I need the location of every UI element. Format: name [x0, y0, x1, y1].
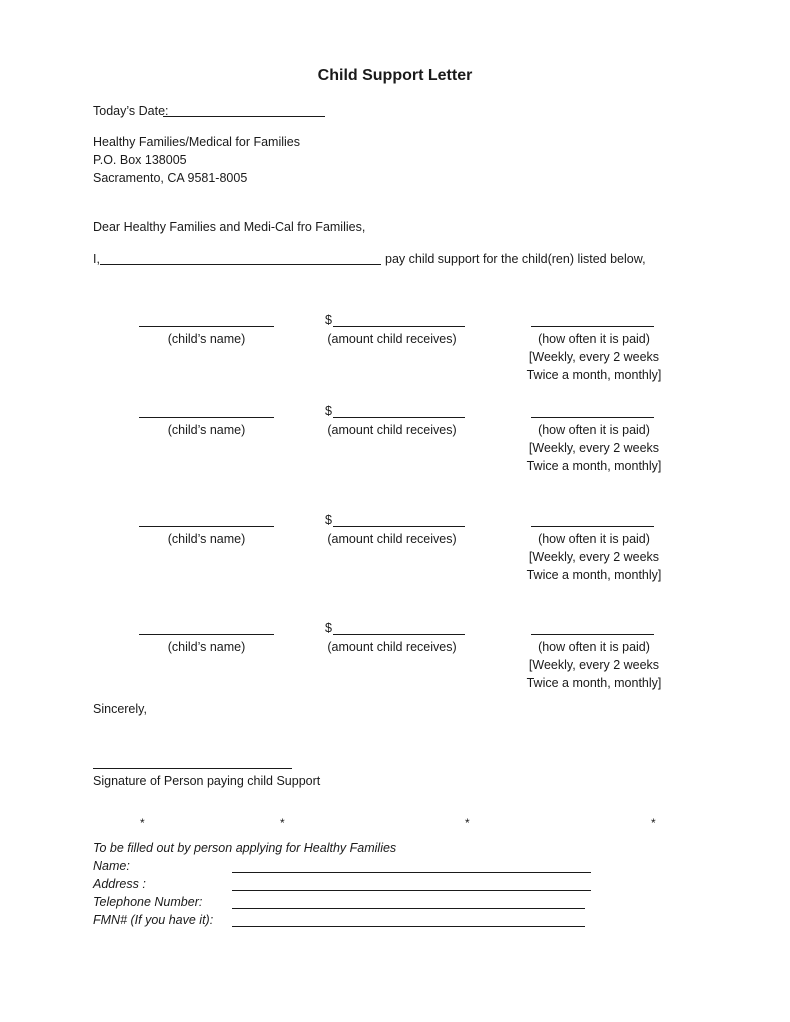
- frequency-option-2: Twice a month, monthly]: [526, 568, 662, 582]
- amount-field[interactable]: [333, 326, 465, 327]
- amount-prefix: $: [325, 313, 332, 327]
- signature-field[interactable]: [93, 768, 292, 769]
- applicant-heading: To be filled out by person applying for Healthy Families: [93, 841, 397, 855]
- frequency-option-1: [Weekly, every 2 weeks: [528, 350, 660, 364]
- frequency-field[interactable]: [531, 326, 654, 327]
- separator-star: *: [280, 816, 285, 830]
- frequency-option-2: Twice a month, monthly]: [526, 459, 662, 473]
- date-field[interactable]: [163, 116, 325, 117]
- payer-name-field[interactable]: [100, 264, 381, 265]
- amount-prefix: $: [325, 621, 332, 635]
- statement-suffix: pay child support for the child(ren) listed below,: [385, 252, 646, 266]
- frequency-label: (how often it is paid): [538, 640, 650, 654]
- applicant-address-field[interactable]: [232, 890, 591, 891]
- frequency-label: (how often it is paid): [538, 332, 650, 346]
- amount-prefix: $: [325, 404, 332, 418]
- amount-field[interactable]: [333, 526, 465, 527]
- applicant-address-label: Address :: [93, 877, 146, 891]
- page-title: Child Support Letter: [317, 67, 473, 84]
- child-name-field[interactable]: [139, 417, 274, 418]
- address-line-2: P.O. Box 138005: [93, 153, 187, 167]
- amount-label: (amount child receives): [327, 332, 457, 346]
- frequency-option-1: [Weekly, every 2 weeks: [528, 658, 660, 672]
- frequency-field[interactable]: [531, 417, 654, 418]
- frequency-field[interactable]: [531, 526, 654, 527]
- child-name-label: (child’s name): [167, 640, 246, 654]
- frequency-option-2: Twice a month, monthly]: [526, 368, 662, 382]
- applicant-fmn-field[interactable]: [232, 926, 585, 927]
- separator-star: *: [140, 816, 145, 830]
- applicant-name-label: Name:: [93, 859, 130, 873]
- amount-field[interactable]: [333, 634, 465, 635]
- applicant-phone-label: Telephone Number:: [93, 895, 203, 909]
- date-label: Today’s Date:: [93, 104, 169, 118]
- child-name-label: (child’s name): [167, 423, 246, 437]
- separator-star: *: [465, 816, 470, 830]
- address-line-3: Sacramento, CA 9581-8005: [93, 171, 248, 185]
- separator-star: *: [651, 816, 656, 830]
- frequency-field[interactable]: [531, 634, 654, 635]
- child-name-field[interactable]: [139, 326, 274, 327]
- child-name-field[interactable]: [139, 634, 274, 635]
- closing: Sincerely,: [93, 702, 147, 716]
- amount-prefix: $: [325, 513, 332, 527]
- frequency-option-1: [Weekly, every 2 weeks: [528, 550, 660, 564]
- amount-field[interactable]: [333, 417, 465, 418]
- applicant-name-field[interactable]: [232, 872, 591, 873]
- applicant-phone-field[interactable]: [232, 908, 585, 909]
- address-line-1: Healthy Families/Medical for Families: [93, 135, 301, 149]
- statement-prefix: I,: [93, 252, 100, 266]
- frequency-option-2: Twice a month, monthly]: [526, 676, 662, 690]
- child-name-field[interactable]: [139, 526, 274, 527]
- amount-label: (amount child receives): [327, 640, 457, 654]
- frequency-label: (how often it is paid): [538, 532, 650, 546]
- frequency-label: (how often it is paid): [538, 423, 650, 437]
- frequency-option-1: [Weekly, every 2 weeks: [528, 441, 660, 455]
- child-name-label: (child’s name): [167, 532, 246, 546]
- applicant-fmn-label: FMN# (If you have it):: [93, 913, 214, 927]
- amount-label: (amount child receives): [327, 423, 457, 437]
- amount-label: (amount child receives): [327, 532, 457, 546]
- salutation: Dear Healthy Families and Medi-Cal fro Families,: [93, 220, 366, 234]
- child-name-label: (child’s name): [167, 332, 246, 346]
- signature-label: Signature of Person paying child Support: [93, 774, 321, 788]
